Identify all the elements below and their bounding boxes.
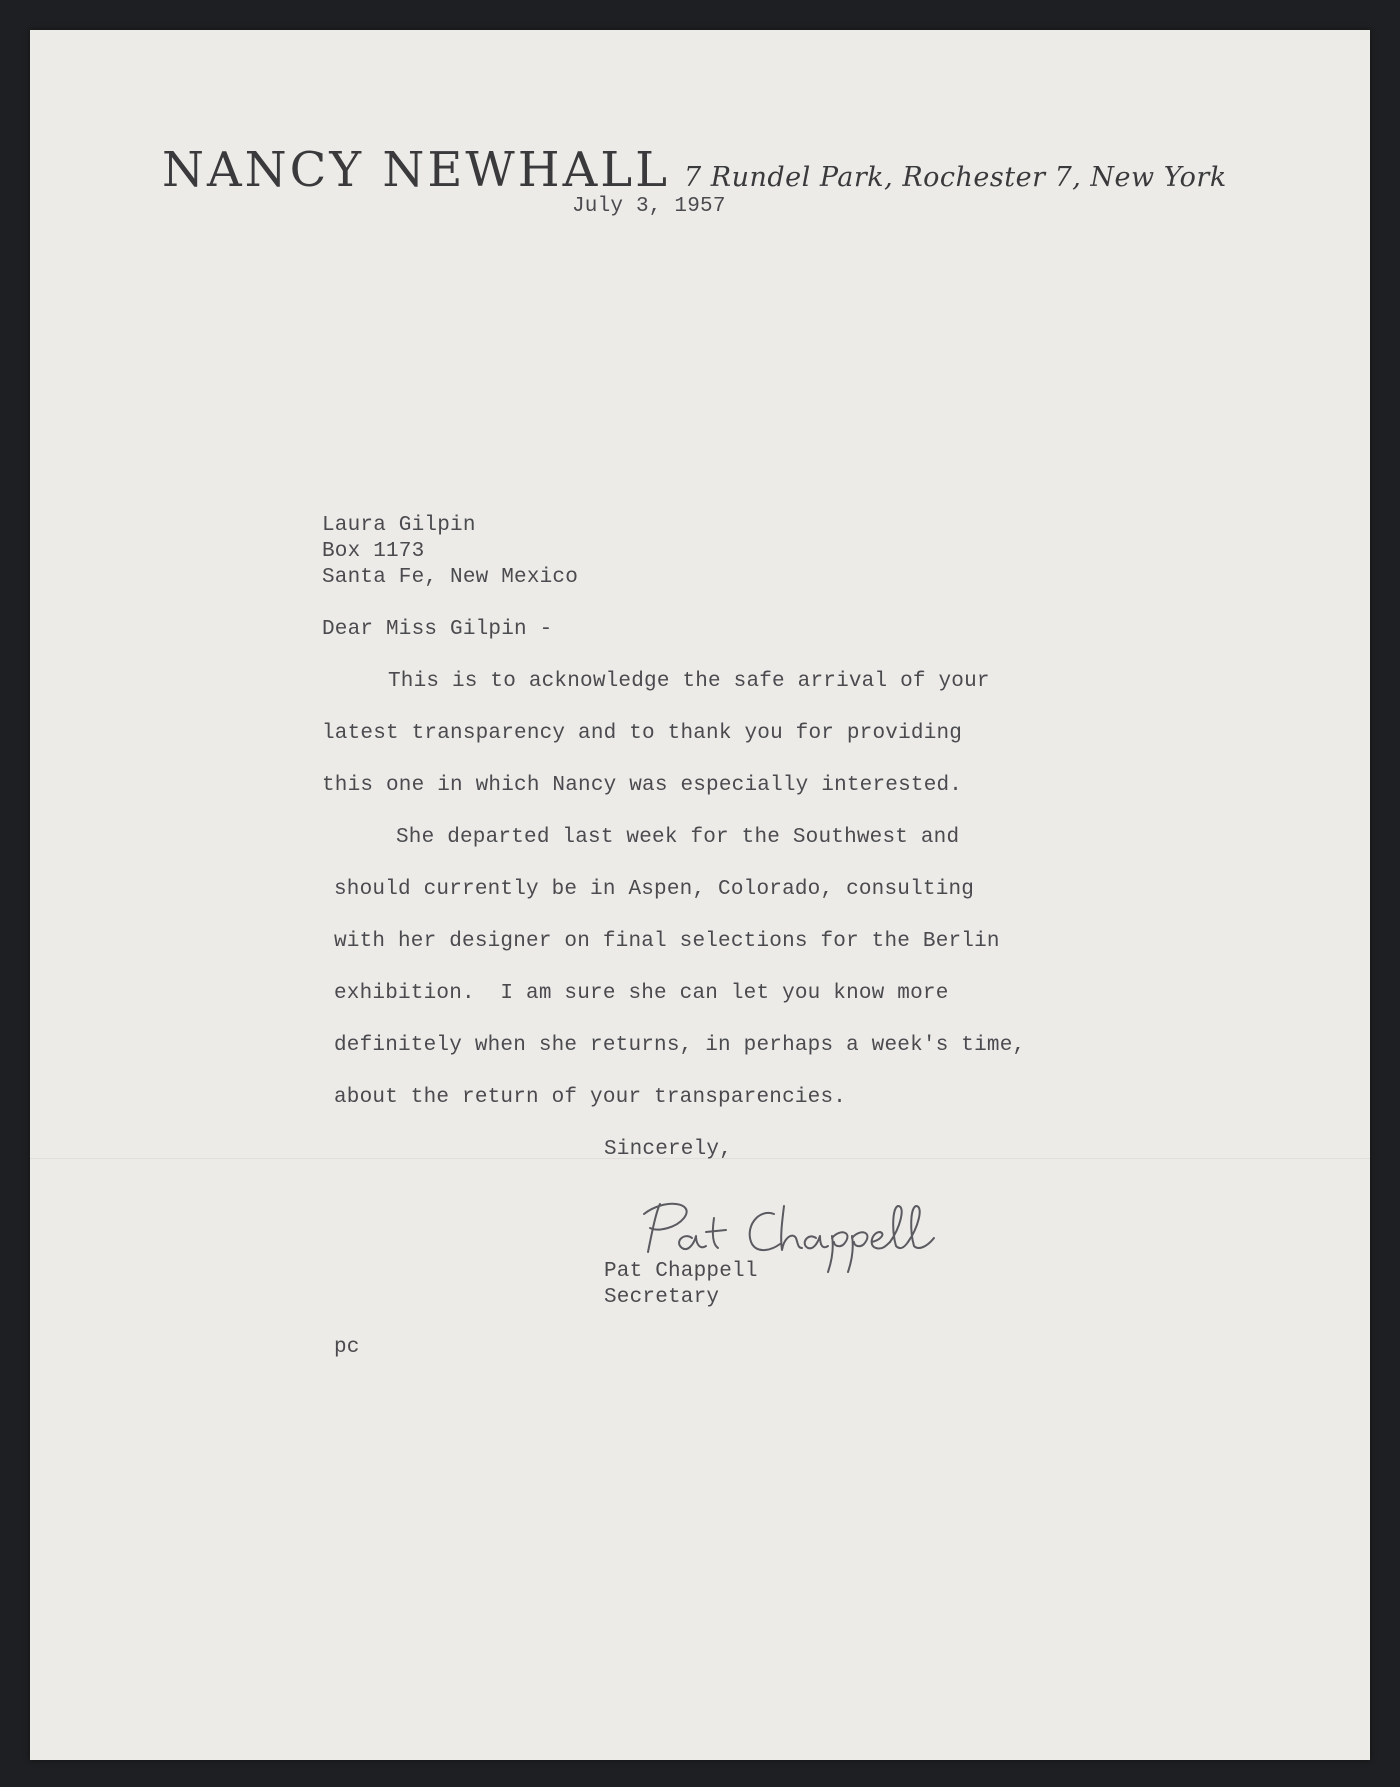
body-line: exhibition. I am sure she can let you know more bbox=[334, 982, 949, 1005]
typist-initials: pc bbox=[334, 1336, 360, 1359]
recipient-city: Santa Fe, New Mexico bbox=[322, 566, 579, 589]
body-line: This is to acknowledge the safe arrival of your bbox=[388, 670, 990, 693]
body-line: She departed last week for the Southwest and bbox=[396, 826, 960, 849]
body-line: this one in which Nancy was especially interested. bbox=[322, 774, 963, 797]
closing: Sincerely, bbox=[604, 1138, 733, 1161]
body-line: with her designer on final selections for the Berlin bbox=[334, 930, 1000, 953]
recipient-name: Laura Gilpin bbox=[322, 514, 476, 537]
recipient-box: Box 1173 bbox=[322, 540, 425, 563]
letterhead-name: NANCY NEWHALL bbox=[162, 142, 670, 198]
salutation: Dear Miss Gilpin - bbox=[322, 618, 553, 641]
letter-date: July 3, 1957 bbox=[572, 195, 726, 218]
body-line: about the return of your transparencies. bbox=[334, 1086, 847, 1109]
signer-name: Pat Chappell bbox=[604, 1260, 758, 1283]
body-line: latest transparency and to thank you for providing bbox=[322, 722, 963, 745]
body-line: should currently be in Aspen, Colorado, consulting bbox=[334, 878, 975, 901]
signer-title: Secretary bbox=[604, 1286, 720, 1309]
letterhead bbox=[162, 142, 1227, 198]
body-line: definitely when she returns, in perhaps a week's time, bbox=[334, 1034, 1026, 1057]
letterhead-address: 7 Rundel Park, Rochester 7, New York bbox=[683, 162, 1227, 193]
letter-page bbox=[30, 30, 1370, 1760]
